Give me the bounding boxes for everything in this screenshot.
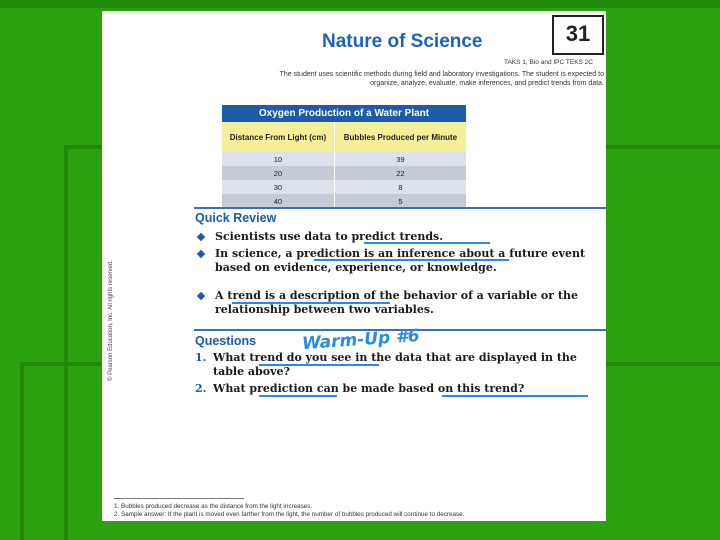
table-row xyxy=(222,194,467,208)
answer-divider xyxy=(114,498,244,499)
table-cell: 22 xyxy=(334,166,466,180)
background-band-top xyxy=(0,0,720,8)
table-row xyxy=(222,152,467,166)
worksheet-page xyxy=(102,11,606,521)
copyright-notice: © Pearson Education, Inc. All rights reserved. xyxy=(108,260,114,381)
ink-underline xyxy=(442,395,588,397)
background-band-low-left xyxy=(20,362,24,540)
answer-line: 1. Bubbles produced decrease as the distance from the light increases. xyxy=(114,503,313,510)
background-band-left xyxy=(64,145,68,540)
table-row xyxy=(222,180,467,194)
table-row xyxy=(222,166,467,180)
ink-underline xyxy=(232,302,390,304)
questions-heading: Questions xyxy=(195,334,257,348)
table-cell: 8 xyxy=(334,180,466,194)
diamond-bullet-icon xyxy=(197,233,205,241)
question-item: 2. What prediction can be made based on this trend? xyxy=(195,382,525,395)
quick-review-heading: Quick Review xyxy=(195,211,277,225)
lesson-number: 31 xyxy=(552,15,604,55)
data-table xyxy=(222,105,467,208)
ink-underline xyxy=(259,364,379,366)
teks-reference: TAKS 1, Bio and IPC TEKS 2C xyxy=(504,59,593,66)
ink-underline xyxy=(364,242,490,244)
review-bullet: Scientists use data to predict trends. xyxy=(195,230,600,244)
answer-key xyxy=(114,503,604,519)
handwritten-warmup-note: Warm-Up #6 xyxy=(301,325,421,355)
table-header-bubbles: Bubbles Produced per Minute xyxy=(334,122,466,152)
standard-description: The student uses scientific methods during field and laboratory investigations. The student is expected to organize, analyze, evaluate, make inferences, and predict trends from data. xyxy=(279,71,604,87)
page-title: Nature of Science xyxy=(322,31,483,52)
table-cell: 10 xyxy=(222,152,334,166)
review-bullet: In science, a prediction is an inference about a future event based on evidence, experience, or knowledge. xyxy=(195,247,600,275)
ink-underline xyxy=(314,259,509,261)
diamond-bullet-icon xyxy=(197,250,205,258)
ink-underline xyxy=(259,395,337,397)
table-header-distance: Distance From Light (cm) xyxy=(222,122,334,152)
question-item: 1. What trend do you see in the data that are displayed in the table above? xyxy=(195,351,577,378)
answer-line: 2. Sample answer: If the plant is moved even farther from the light, the number of bubbles produced will continue to decrease. xyxy=(114,511,465,518)
diamond-bullet-icon xyxy=(197,292,205,300)
table-cell: 20 xyxy=(222,166,334,180)
divider xyxy=(194,207,606,209)
table-cell: 39 xyxy=(334,152,466,166)
table-cell: 40 xyxy=(222,194,334,208)
review-bullet: A trend is a description of the behavior of a variable or the relationship between two variables. xyxy=(195,289,600,317)
table-cell: 30 xyxy=(222,180,334,194)
table-title: Oxygen Production of a Water Plant xyxy=(222,105,467,122)
table-cell: 5 xyxy=(334,194,466,208)
